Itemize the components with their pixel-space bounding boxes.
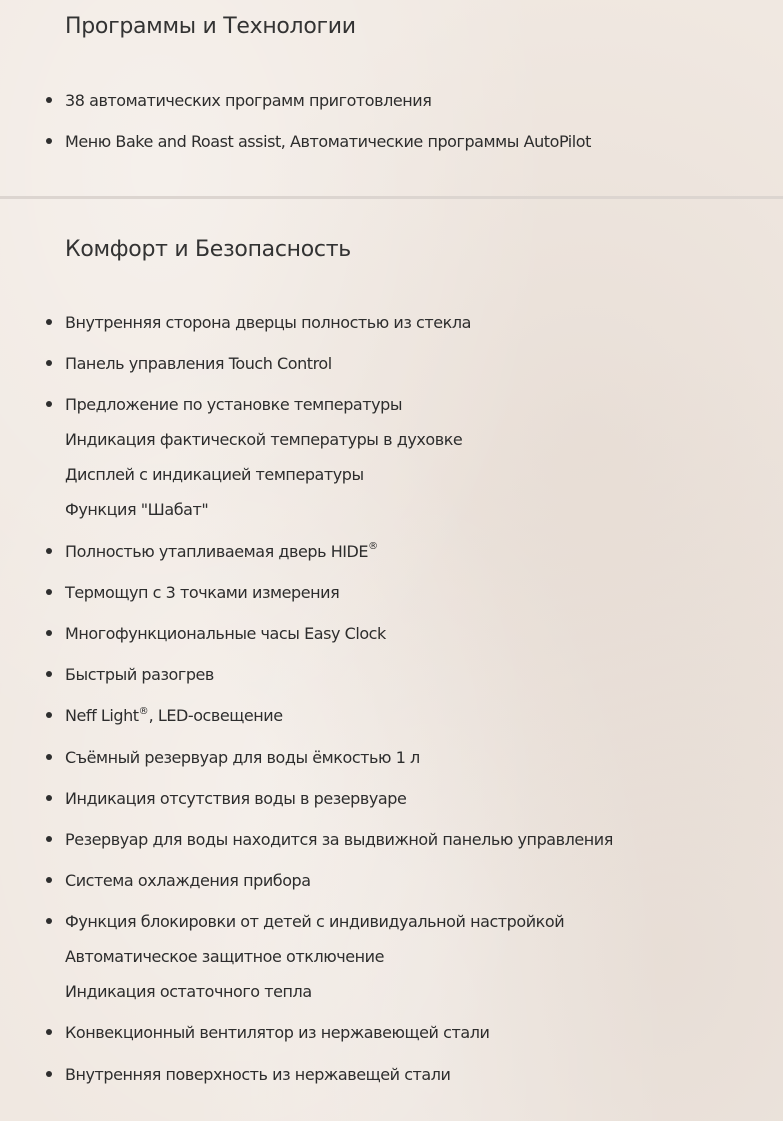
bullet-icon [46,630,52,636]
list-item [0,787,783,811]
list-item-text [65,704,783,728]
list-item [0,540,783,564]
list-item-text-rest: , LED-освещение [148,706,283,726]
list-item-text: Внутренняя поверхность из нержавещей стали [65,1064,451,1084]
list-item-text: Дисплей с индикацией температуры [65,465,364,485]
bullet-icon [46,319,52,325]
list-item-text: Многофункциональные часы Easy Clock [65,623,386,643]
list-item [0,311,783,335]
feature-list [0,89,783,171]
list-item [0,581,783,605]
list-item [0,663,783,687]
bullet-icon [46,360,52,366]
section-title: Комфорт и Безопасность [65,237,351,262]
registered-mark: ® [368,541,379,553]
bullet-icon [46,401,52,407]
section-title: Программы и Технологии [65,14,356,39]
section-comfort-safety [0,199,783,1121]
bullet-icon [46,1029,52,1035]
list-item-text: Автоматическое защитное отключение [65,947,385,967]
list-item-text: 38 автоматических программ приготовления [65,91,432,110]
bullet-icon [46,754,52,760]
list-item [0,352,783,376]
list-item-text: Индикация фактической температуры в духовке [65,430,463,450]
list-item [0,622,783,646]
list-item-text: Внутренняя сторона дверцы полностью из стекла [65,313,472,332]
list-item-text: Меню Bake and Roast assist, Автоматические программы AutoPilot [65,132,591,152]
list-item-text-brand: Neff Light [65,706,139,726]
bullet-icon [46,97,52,103]
list-item [0,746,783,770]
bullet-icon [46,712,52,718]
bullet-icon [46,671,52,677]
list-item [0,704,783,728]
section-programs-technologies [0,0,783,197]
list-item-text: Резервуар для воды находится за выдвижной панелью управления [65,829,613,849]
list-item-text: Конвекционный вентилятор из нержавеющей стали [65,1023,490,1043]
registered-mark: ® [138,705,149,717]
list-item-text: Индикация остаточного тепла [65,982,312,1002]
list-item [0,1063,783,1087]
list-item-text: Функция блокировки от детей с индивидуальной настройкой [65,912,565,932]
bullet-icon [46,795,52,801]
list-item [0,89,783,113]
bullet-icon [46,836,52,842]
list-item-text: Съёмный резервуар для воды ёмкостью 1 л [65,747,420,767]
bullet-icon [46,877,52,883]
feature-list [0,311,783,1104]
list-item [0,828,783,852]
list-item-text: Панель управления Touch Control [65,354,332,374]
bullet-icon [46,138,52,144]
list-item-text-main: Полностью утапливаемая дверь HIDE [65,541,369,561]
list-item [0,130,783,154]
list-item-text: Термощуп с 3 точками измерения [65,582,340,602]
bullet-icon [46,1071,52,1077]
list-item [0,393,783,522]
list-item [0,869,783,893]
list-item-text: Система охлаждения прибора [65,871,311,891]
list-item [0,1021,783,1045]
list-item-text: Быстрый разогрев [65,665,214,685]
bullet-icon [46,589,52,595]
list-item-text: Функция "Шабат" [65,500,209,520]
list-item [0,910,783,1004]
list-item-text: Индикация отсутствия воды в резервуаре [65,788,407,808]
list-item-text: Предложение по установке температуры [65,395,403,415]
list-item-text [65,540,783,564]
bullet-icon [46,548,52,554]
bullet-icon [46,918,52,924]
